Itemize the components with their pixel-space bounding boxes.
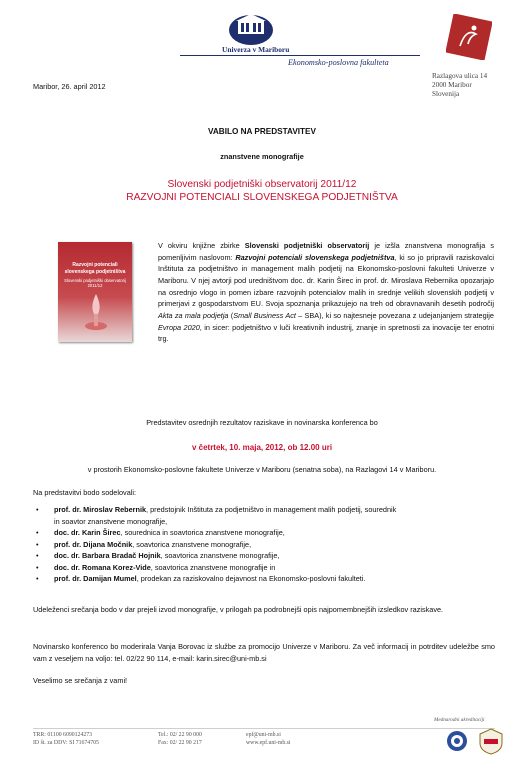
accreditation-label: Mednarodni akreditaciji [434, 717, 485, 723]
series-name: Slovenski podjetniški observatorij [244, 241, 370, 250]
footer-bank-info [33, 731, 99, 748]
participant-item [33, 539, 497, 551]
presentation-lead: Predstavitev osrednjih rezultatov raziskave in novinarska konferenca bo [146, 418, 378, 427]
footer-email[interactable]: epf@uni-mb.si [246, 732, 281, 738]
footer-website[interactable]: www.epf.uni-mb.si [246, 740, 291, 747]
address-line: Razlagova ulica 14 [432, 72, 488, 80]
footer-line: ID št. za DDV: SI 71674705 [33, 740, 99, 747]
monograph-title-line1: Slovenski podjetniški observatorij 2011/12 [167, 179, 357, 190]
participant-role: , soavtorica znanstvene monografije, [160, 551, 280, 561]
presentation-location: v prostorih Ekonomsko-poslovne fakultete Univerze v Mariboru (senatna soba), na Razlagovi 14 v Mariboru. [87, 465, 437, 474]
bullet: • [36, 528, 39, 538]
monograph-title [0, 178, 524, 205]
faculty-name: Ekonomsko-poslovna fakulteta [288, 58, 389, 67]
book-cover-text [60, 262, 130, 289]
participants-intro: Na predstavitvi bodo sodelovali: [33, 488, 137, 497]
moderator-paragraph: Novinarsko konferenco bo moderirala Vanja Borovac iz službe za promocijo Univerze v Mariboru. Za več informacij in potrditev udeležbe smo vam z veseljem na voljo: tel. 02/22 90 114, e-mail: karin.sirec@uni-mb.si [33, 642, 495, 663]
footer-line: TRR: 01100 6090124273 [33, 732, 93, 738]
participant-name: doc. dr. Barbara Bradač Hojnik [54, 551, 161, 561]
bullet: • [36, 505, 39, 514]
intro-text: , in sicer: podjetništvo v luči kreativnih industrij, znanje in spretnosti za inovacije ter enotni trg. [158, 322, 494, 344]
presentation-datetime: v četrtek, 10. maja, 2012, ob 12.00 uri [191, 443, 333, 452]
bullet: • [36, 551, 39, 561]
intro-paragraph [158, 240, 494, 345]
participant-item [33, 550, 497, 562]
participant-name: doc. dr. Karin Širec [54, 528, 121, 538]
participant-item [33, 562, 497, 574]
participant-name: prof. dr. Dijana Močnik [54, 539, 133, 549]
faculty-address [432, 72, 487, 99]
invitation-title: VABILO NA PREDSTAVITEV [208, 127, 316, 136]
acbsp-logo-icon [478, 727, 504, 755]
monograph-title-line2: RAZVOJNI POTENCIALI SLOVENSKEGA PODJETNIŠTVA [126, 192, 398, 204]
participant-item [33, 527, 497, 539]
bullet: • [36, 539, 39, 549]
header-divider [180, 55, 420, 56]
intro-text: je izšla znanstvena monografija s pomenljivim naslovom: [158, 241, 494, 262]
address-line: Slovenija [432, 90, 460, 98]
accreditation-logo-icon [446, 730, 468, 752]
book-cover-subtitle: Slovenski podjetniški observatorij 2011/12 [64, 278, 126, 289]
water-drop-icon [84, 292, 108, 334]
footer-line: Fax: 02/ 22 90 217 [158, 740, 202, 747]
participants-list [33, 504, 497, 585]
participant-role: , soavtorica znanstvene monografije, [132, 539, 252, 549]
participant-item [33, 573, 497, 585]
bullet: • [36, 574, 39, 584]
footer-line: Tel.: 02/ 22 90 000 [158, 732, 202, 738]
participant-role: , soavtorica znanstvene monografije in [150, 562, 276, 572]
bullet: • [36, 562, 39, 572]
footer-web-info [246, 731, 291, 748]
letter-date: Maribor, 26. april 2012 [33, 82, 106, 91]
intro-text: – SBA), ki so najtesneje povezana z udejanjanjem strategije [295, 311, 494, 321]
university-name: Univerza v Mariboru [222, 45, 290, 54]
participant-item-continuation [33, 516, 497, 528]
faculty-logo [446, 14, 492, 60]
intro-text: ( [228, 311, 234, 321]
sba-name: Small Business Act [233, 311, 296, 321]
invitation-subtitle: znanstvene monografije [220, 152, 304, 161]
university-logo [222, 10, 280, 46]
participant-name: doc. dr. Romana Korez-Vide [54, 562, 151, 572]
intro-text: , ki so jo pripravili raziskovalci Inštituta za podjetništvo in management malih podjetij na Ekonomsko-poslovni fakulteti Univerze v Mariboru. V njej avtorji pod uredništvom doc. dr. Karin Širec in prof. dr. Miroslava Rebernika opozarjajo na osrednjo vlogo in pomen izbare razvojnih potencialov malih in srednje velikih slovenskih podjetij v primerjavi z gospodarstvom EU. Svoja spoznanja prikazujejo na treh od obravnavanih desetih področij [158, 252, 494, 309]
participant-name: prof. dr. Damijan Mumel [54, 574, 137, 584]
participant-role: in soavtor znanstvene monografije, [54, 516, 168, 526]
participant-role: , sourednica in soavtorica znanstvene monografije, [120, 528, 285, 538]
farewell-line: Veselimo se srečanja z vami! [33, 676, 128, 685]
address-line: 2000 Maribor [432, 81, 472, 89]
participant-role: , predstojnik Inštituta za podjetništvo in management malih podjetij, sourednik [146, 505, 397, 514]
footer-phone-info [158, 731, 202, 748]
participant-role: , prodekan za raziskovalno dejavnost na Ekonomsko-poslovni fakulteti. [136, 574, 366, 584]
book-cover-title: Razvojni potenciali slovenskega podjetništva [64, 262, 126, 275]
intro-text: V okviru knjižne zbirke [158, 241, 245, 250]
participant-item [33, 504, 497, 516]
act-name: Akta za mala podjetja [158, 311, 229, 321]
gift-paragraph: Udeleženci srečanja bodo v dar prejeli izvod monografije, v prilogah pa podrobnejši opis najpomembnejših izsledkov raziskave. [33, 605, 444, 614]
strategy-name: Evropa 2020 [158, 322, 200, 332]
footer-divider [33, 728, 495, 729]
participant-name: prof. dr. Miroslav Rebernik [54, 505, 147, 514]
book-name: Razvojni potenciali slovenskega podjetništva [235, 252, 395, 262]
